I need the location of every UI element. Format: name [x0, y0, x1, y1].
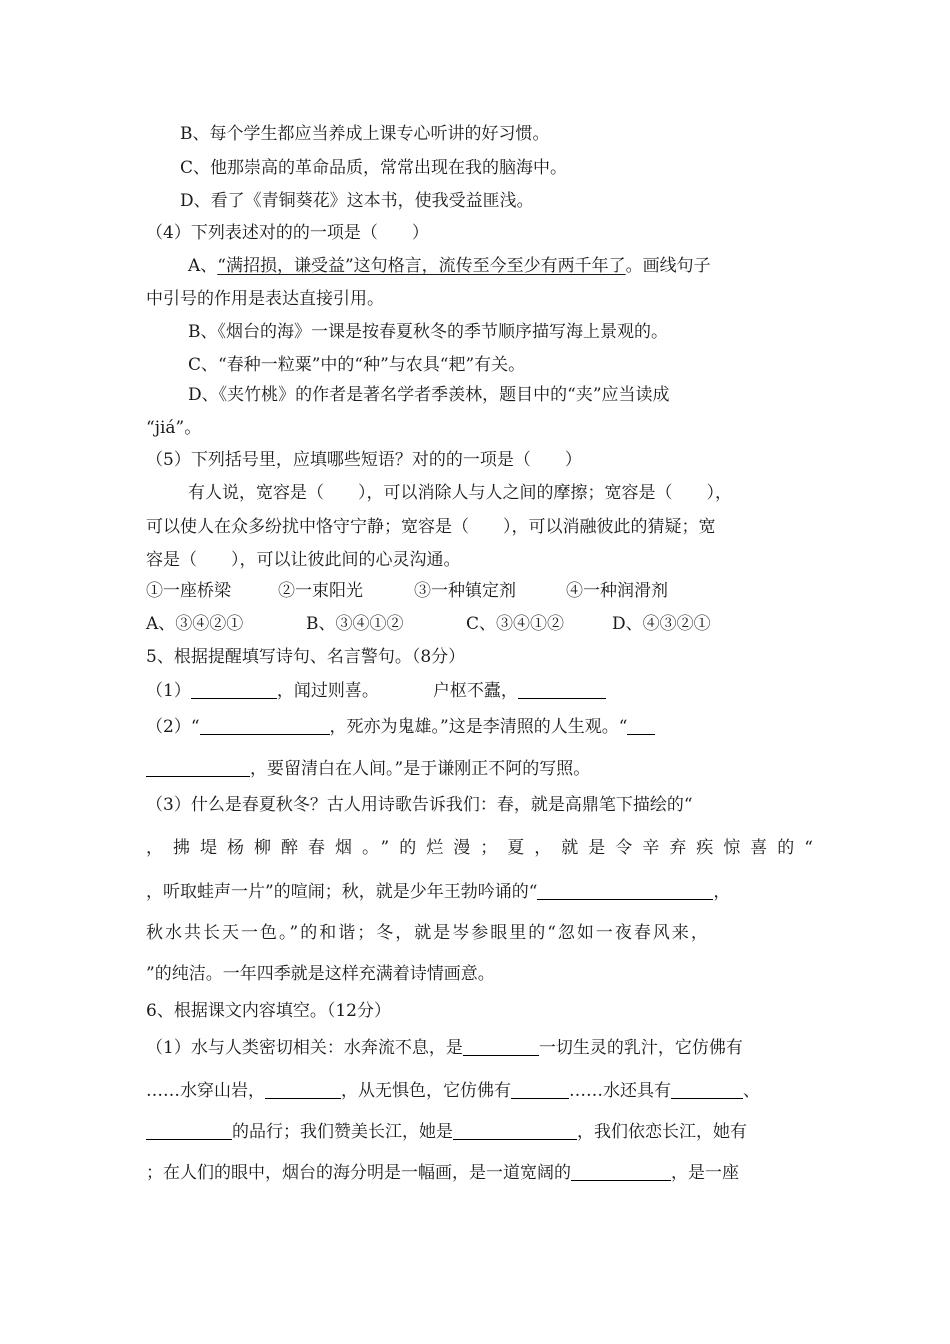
s5-l1-text: ，闻过则喜。	[276, 681, 379, 701]
q4-option-d: D、《夹竹桃》的作者是著名学者季羡林，题目中的“夹”应当读成	[188, 385, 670, 405]
s6-line1	[146, 1037, 743, 1059]
s6-l1-text2: 一切生灵的乳汁，它仿佛有	[538, 1038, 743, 1058]
q4-option-b: B、《烟台的海》一课是按春夏秋冬的季节顺序描写海上景观的。	[188, 322, 668, 342]
q5-stem: （5）下列括号里，应填哪些短语？对的的一项是（ ）	[146, 450, 582, 470]
s5-l3-text: ，要留清白在人间。”是于谦刚正不阿的写照。	[250, 759, 591, 779]
blank-line	[265, 1082, 341, 1099]
blank-line	[146, 760, 250, 777]
s5-line5	[146, 837, 823, 859]
s6-l2-text3: ……水还具有	[569, 1081, 671, 1101]
q4-stem: （4）下列表述对的的一项是（ ）	[146, 223, 429, 243]
q5-choice: A、③④②①	[146, 614, 244, 634]
q4-option-a-line2: 中引号的作用是表达直接引用。	[146, 289, 384, 309]
q4-option-a	[188, 255, 711, 277]
blank-line	[463, 1039, 539, 1056]
s5-line6	[146, 881, 730, 903]
s5-l5-text: ，拂堤杨柳醉春烟。”的烂漫；夏，就是令辛弃疾惊喜的“	[146, 838, 823, 858]
blank-line	[191, 682, 277, 699]
s6-l3-text2: ，我们依恋长江，她有	[577, 1122, 747, 1142]
q5-phrase-item: ④一种润滑剂	[566, 581, 668, 601]
s6-l2-text4: 、	[743, 1081, 760, 1101]
s5-line8: ”的纯洁。一年四季就是这样充满着诗情画意。	[146, 964, 495, 984]
s5-line3	[146, 758, 590, 780]
s6-l4-text2: ，是一座	[671, 1163, 739, 1183]
s6-l2-text: ……水穿山岩，	[146, 1081, 265, 1101]
blank-line	[518, 682, 606, 699]
s5-l2-text: ，死亦为鬼雄。”这是李清照的人生观。“	[329, 717, 628, 737]
blank-line	[571, 1164, 671, 1181]
s5-line1	[146, 680, 606, 702]
blank-line	[200, 718, 330, 735]
s5-l1-text2: 户枢不蠹，	[432, 681, 518, 701]
blank-line	[537, 883, 713, 900]
q5-choice: C、③④①②	[466, 614, 565, 634]
s5-l2-label: （2）“	[146, 717, 200, 737]
blank-line	[511, 1082, 569, 1099]
s5-line7: 秋水共长天一色。”的和谐；冬，就是岑参眼里的“忽如一夜春风来，	[146, 923, 710, 943]
section6-heading: 6、根据课文内容填空。（12分）	[146, 1001, 391, 1021]
s6-line3	[146, 1121, 747, 1143]
q5-passage-line2: 可以使人在众多纷扰中恪守宁静；宽容是（ ），可以消融彼此的猜疑；宽	[146, 517, 716, 537]
q5-phrase-item: ①一座桥梁	[146, 581, 231, 601]
q5-choice: D、④③②①	[612, 614, 711, 634]
s6-line4	[146, 1162, 739, 1184]
q4-option-a-underlined: “满招损，谦受益”这句格言，流传至今至少有两千年了	[217, 256, 626, 276]
q5-passage-line3: 容是（ ），可以让彼此间的心灵沟通。	[146, 550, 461, 570]
s6-l3-text: 的品行；我们赞美长江，她是	[232, 1122, 453, 1142]
q4-option-d-line2: “jiá”。	[146, 418, 202, 438]
q4-option-a-label: A、	[188, 256, 218, 276]
blank-line	[453, 1123, 577, 1140]
s5-l6-comma: ，	[713, 882, 731, 902]
s5-l1-label: （1）	[146, 681, 191, 701]
s5-line4: （3）什么是春夏秋冬？古人用诗歌告诉我们：春，就是高鼎笔下描绘的“	[146, 795, 693, 815]
blank-line	[671, 1082, 743, 1099]
s6-l2-text2: ，从无惧色，它仿佛有	[341, 1081, 511, 1101]
q5-phrase-item: ③一种镇定剂	[414, 581, 516, 601]
q4-option-c: C、“春种一粒粟”中的“种”与农具“耙”有关。	[188, 355, 526, 375]
q3-option-c: C、他那崇高的革命品质，常常出现在我的脑海中。	[180, 158, 568, 178]
q5-choice: B、③④①②	[306, 614, 404, 634]
s6-l1-text: （1）水与人类密切相关：水奔流不息，是	[146, 1038, 463, 1058]
q4-option-a-rest: 。画线句子	[625, 256, 711, 276]
q3-option-b: B、每个学生都应当养成上课专心听讲的好习惯。	[180, 124, 550, 144]
s6-line2	[146, 1080, 760, 1102]
q5-phrase-item: ②一束阳光	[278, 581, 363, 601]
blank-line	[627, 718, 655, 735]
blank-line	[146, 1123, 232, 1140]
q3-option-d: D、看了《青铜葵花》这本书，使我受益匪浅。	[180, 191, 534, 211]
s5-l6-text: ，听取蛙声一片”的喧闹；秋，就是少年王勃吟诵的“	[146, 882, 538, 902]
q5-passage-line1: 有人说，宽容是（ ），可以消除人与人之间的摩擦；宽容是（ ），	[188, 483, 732, 503]
s5-line2	[146, 716, 655, 738]
s6-l4-text: ；在人们的眼中，烟台的海分明是一幅画，是一道宽阔的	[146, 1163, 571, 1183]
section5-heading: 5、根据提醒填写诗句、名言警句。（8分）	[146, 647, 466, 667]
